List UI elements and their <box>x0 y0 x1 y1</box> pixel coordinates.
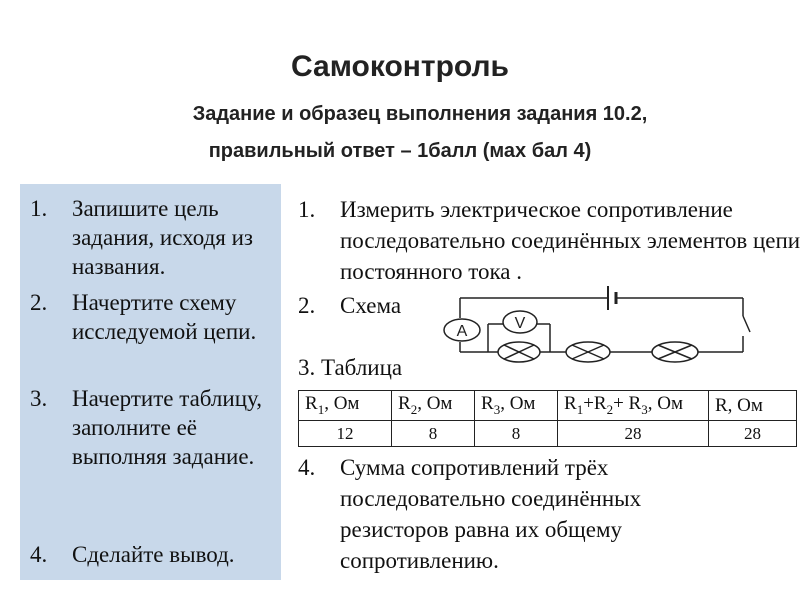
header-r3: $R_3$, Ом <box>475 391 558 421</box>
table-header-row <box>299 391 797 421</box>
instruction-number: 4. <box>30 542 48 567</box>
value-r3: 8 <box>475 421 558 447</box>
value-r-total: 28 <box>709 421 797 447</box>
page-title: Самоконтроль <box>291 50 509 83</box>
answer-text: Измерить электрическое сопротивление последовательно соединённых элементов цепи постоянного тока . <box>340 197 800 284</box>
instruction-text: Сделайте вывод. <box>72 542 235 567</box>
answer-text: Сумма сопротивлений трёх последовательно соединённых резисторов равна их общему сопротивлению. <box>340 455 642 573</box>
instruction-text: Запишите цель задания, исходя из названия. <box>72 196 254 279</box>
instruction-number: 3. <box>30 386 48 411</box>
value-r1: 12 <box>299 421 392 447</box>
answer-number: 2. <box>298 293 316 318</box>
circuit-diagram <box>440 286 770 366</box>
header-r-sum: $R_1+R_2+ R_3$, Ом <box>558 391 709 421</box>
instruction-number: 2. <box>30 290 48 315</box>
answer-number: 4. <box>298 455 316 480</box>
instruction-text: Начертите таблицу, заполните её выполняя задание. <box>72 386 262 469</box>
header-r-total: R, Ом <box>709 391 797 421</box>
value-r2: 8 <box>392 421 475 447</box>
header-r2: $R_2$, Ом <box>392 391 475 421</box>
lamp-1-symbol <box>498 342 540 362</box>
ammeter-label: A <box>456 323 468 340</box>
subtitle-line-2: правильный ответ – 1балл (мах бал 4) <box>208 140 592 162</box>
lamp-2-symbol <box>566 342 610 362</box>
subtitle-line-1: Задание и образец выполнения задания 10.2, <box>192 103 648 125</box>
lamp-3-symbol <box>652 342 698 362</box>
answer-item-3 <box>298 352 402 383</box>
answer-text: 3. Таблица <box>298 355 403 380</box>
voltmeter-symbol <box>503 311 537 333</box>
table-row <box>299 421 797 447</box>
value-r-sum: 28 <box>558 421 709 447</box>
resistance-table <box>298 390 797 447</box>
instruction-number: 1. <box>30 196 48 221</box>
ammeter-symbol <box>444 319 480 341</box>
header-r1: $R_1$, Ом <box>299 391 392 421</box>
task-instructions-panel <box>20 184 281 580</box>
answer-text: Схема <box>340 293 402 318</box>
voltmeter-label: V <box>514 315 526 332</box>
instruction-text: Начертите схему исследуемой цепи. <box>72 290 257 344</box>
answer-number: 1. <box>298 197 316 222</box>
